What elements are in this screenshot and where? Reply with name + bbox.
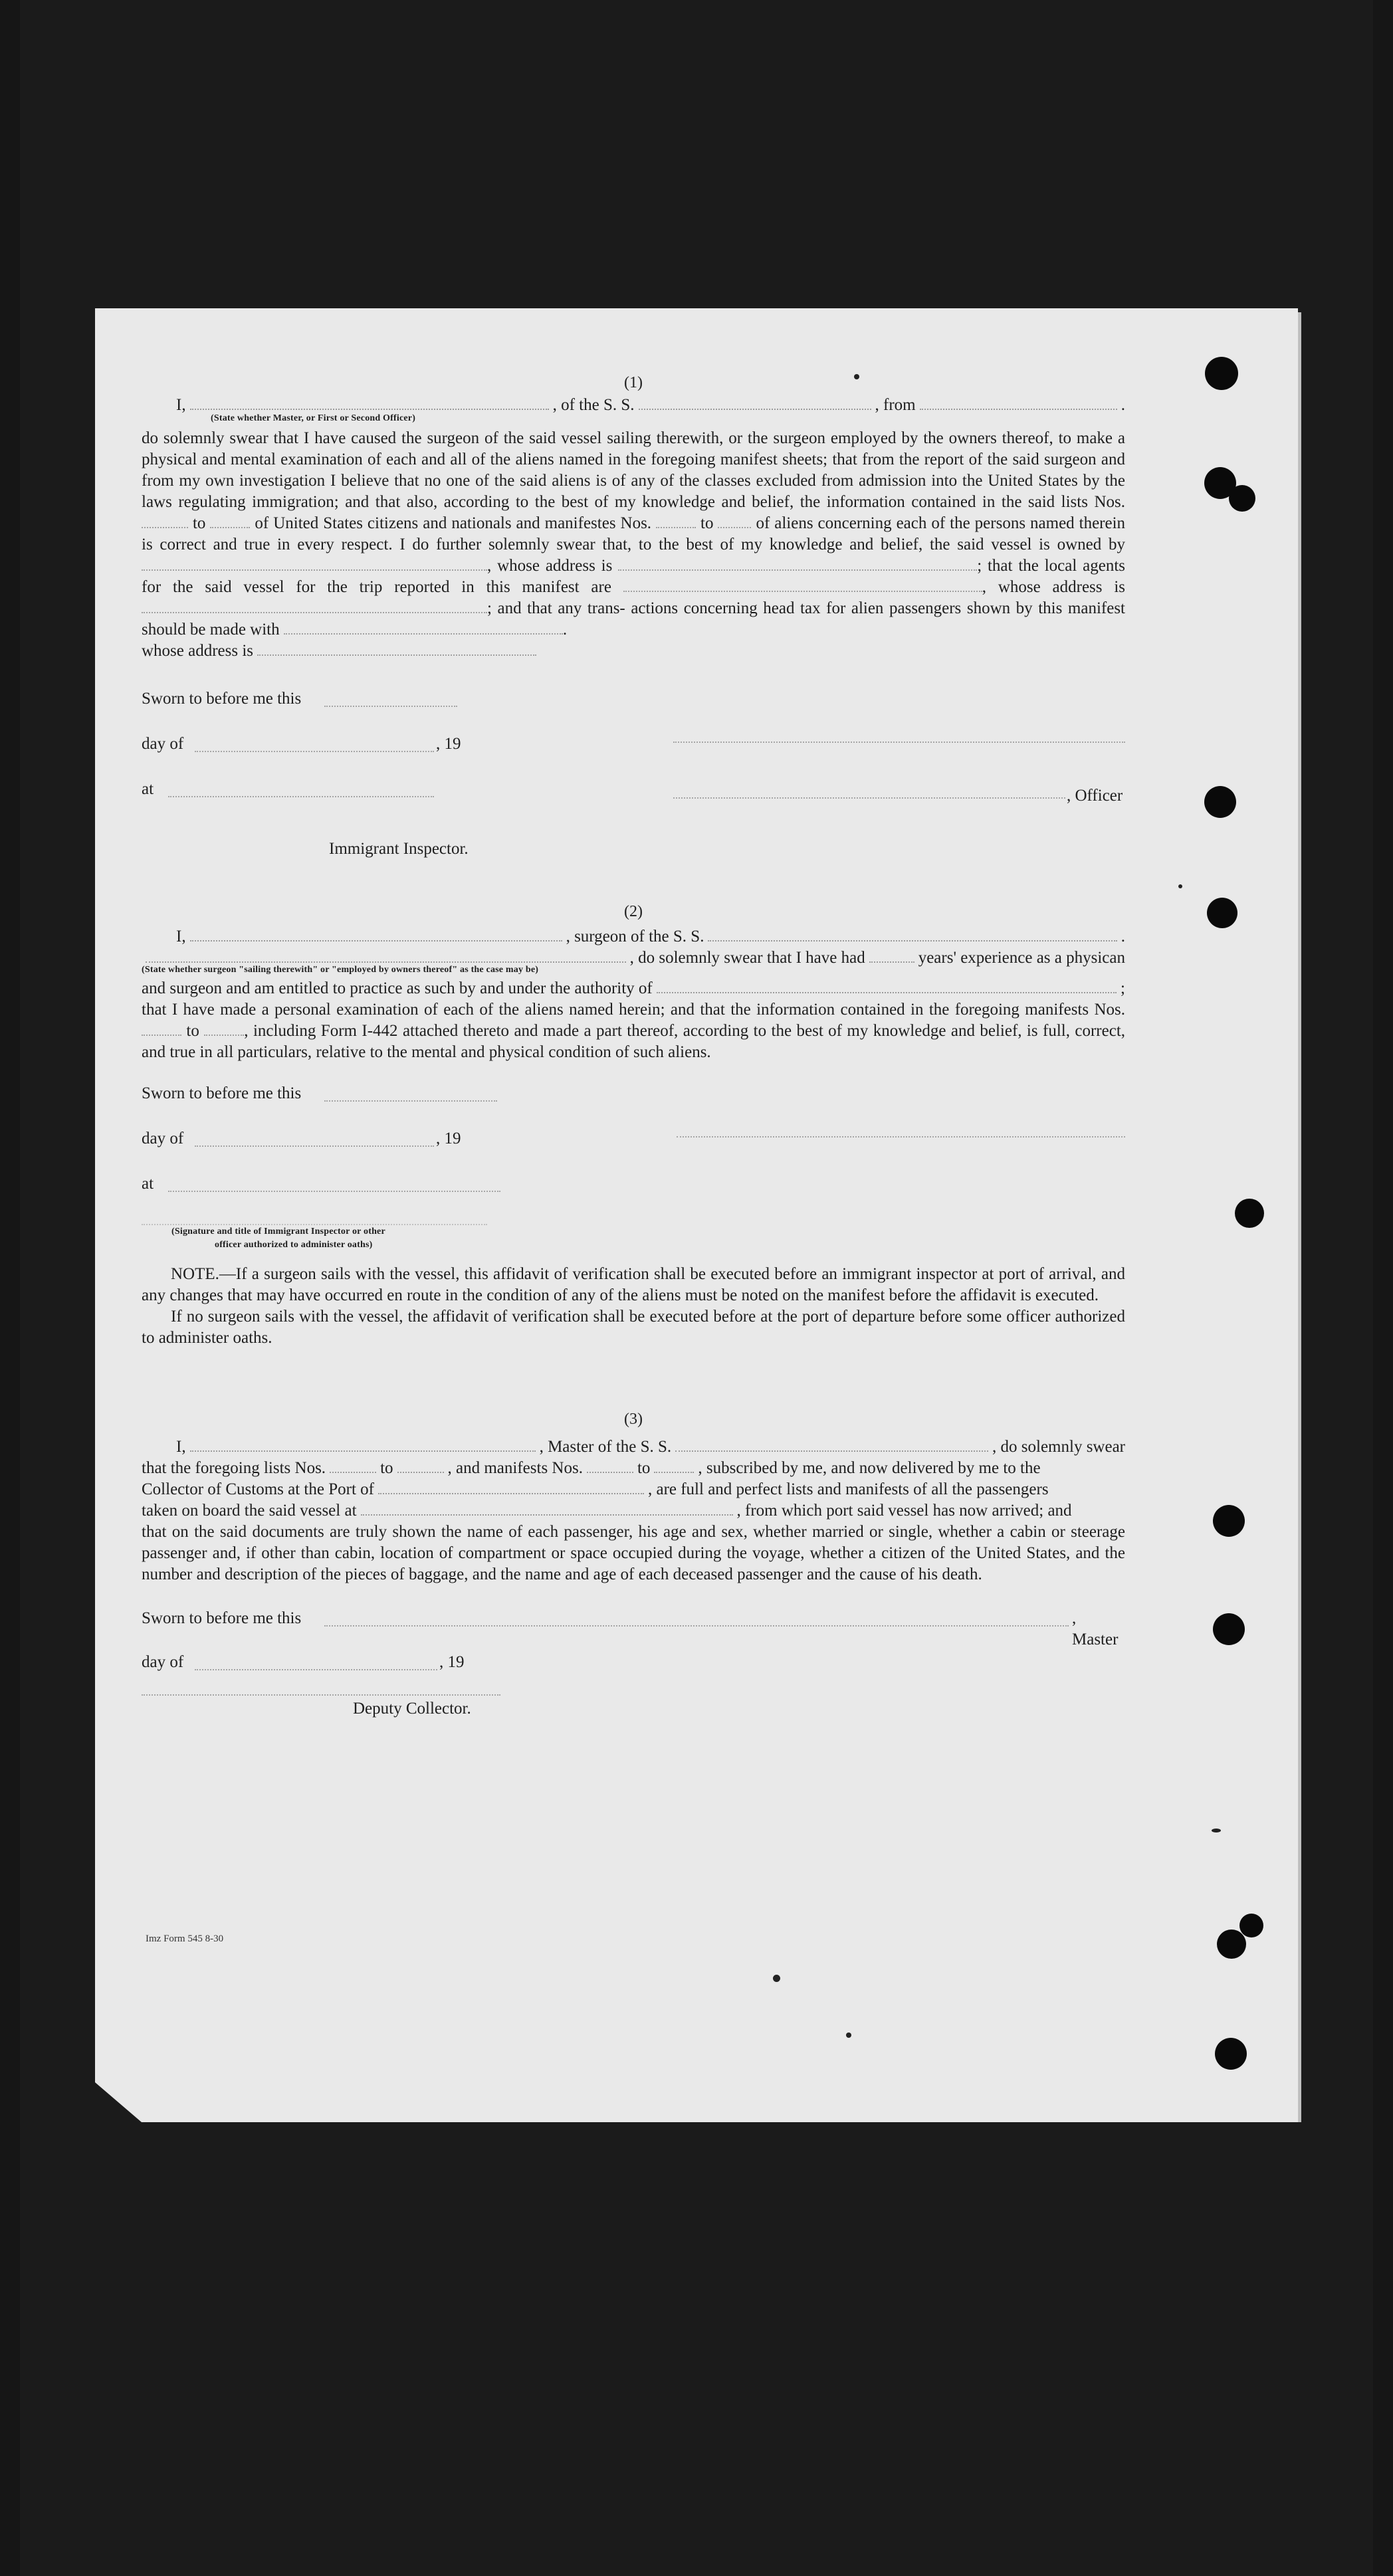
manifests-to-blank[interactable] — [718, 527, 751, 528]
ink-speck — [846, 2032, 851, 2038]
day-of-label: day of — [142, 735, 184, 753]
sworn-blank[interactable] — [324, 1100, 497, 1102]
section-number: (1) — [624, 374, 643, 391]
officer-label: , Officer — [1067, 787, 1123, 805]
collector-signature-blank[interactable] — [142, 1694, 500, 1696]
examination-paragraph: that I have made a personal examination of each of the aliens named herein; and that the information contained in the foregoing manifests Nos. to , including Form I-442 attached thereto and made a part thereof, according to the best of my knowledge and belief, is full, correct, and true in all particulars, relative to the mental and physical condition of such aliens. — [142, 1001, 1126, 1061]
signature-blank[interactable] — [673, 742, 1125, 743]
year-label: , 19 — [436, 735, 461, 753]
ink-speck — [1178, 884, 1182, 888]
officer-blank[interactable] — [673, 797, 1065, 799]
lists-to-blank[interactable] — [210, 527, 250, 528]
experience-line: , do solemnly swear that I have had years' experience as a physican — [142, 947, 1125, 969]
departure-line: taken on board the said vessel at , from which port said vessel has now arrived; and — [142, 1502, 1072, 1520]
departure-port-blank[interactable] — [361, 1514, 733, 1516]
punch-hole — [1204, 786, 1236, 818]
name-blank[interactable] — [190, 409, 549, 410]
sworn-blank[interactable] — [324, 706, 457, 707]
surgeon-name-blank[interactable] — [190, 940, 562, 941]
punch-hole — [1215, 2038, 1247, 2070]
master-line: I, , of the S. S. , from . — [142, 395, 1125, 416]
owner-blank[interactable] — [142, 569, 487, 571]
authority-blank[interactable] — [657, 992, 1117, 993]
passenger-details-paragraph: that on the said documents are truly shown the name of each passenger, his age and sex, whether married or single, whether a cabin or steerage passenger and, if other than cabin, location of compartment or space occupied during the voyage, whether a citizen of the United States, and the number and description of the pieces of baggage, and the name and age of each deceased passenger and the cause of his death. — [142, 1523, 1125, 1583]
note-paragraph-2: If no surgeon sails with the vessel, the affidavit of verification shall be executed before at the port of departure before some officer authorized to administer oaths. — [142, 1308, 1125, 1347]
punch-hole — [1213, 1613, 1245, 1645]
head-tax-blank[interactable] — [284, 633, 563, 635]
exam-from-blank[interactable] — [142, 1035, 181, 1036]
surgeon-note: (State whether surgeon "sailing therewith" or "employed by owners thereof" as the case may be) — [142, 965, 539, 975]
punch-hole — [1213, 1505, 1245, 1537]
punch-hole — [1229, 485, 1255, 512]
inspector-label: Immigrant Inspector. — [329, 840, 469, 858]
section3-signatures: Sworn to before me this , Master day of , 19 Deputy Collector. — [142, 1585, 1125, 1718]
master-vessel-blank[interactable] — [675, 1450, 988, 1452]
head-tax-address-blank[interactable] — [257, 654, 536, 656]
port-line: Collector of Customs at the Port of , are full and perfect lists and manifests of all the passengers — [142, 1480, 1049, 1498]
lists-line: that the foregoing lists Nos. to , and manifests Nos. to , subscribed by me, and now delivered by me to the — [142, 1459, 1041, 1477]
punch-hole — [1217, 1930, 1246, 1959]
day-blank[interactable] — [195, 1669, 437, 1670]
owner-address-blank[interactable] — [618, 569, 977, 571]
exam-to-blank[interactable] — [204, 1035, 244, 1036]
ink-speck — [1212, 1829, 1221, 1833]
lists-from-blank[interactable] — [142, 527, 188, 528]
at-blank[interactable] — [168, 1191, 500, 1192]
lists-to-blank[interactable] — [397, 1472, 444, 1473]
label-from: , from — [875, 396, 916, 414]
section1-signatures — [142, 662, 1125, 861]
master-note: (State whether Master, or First or Second Officer) — [211, 413, 416, 423]
vessel-blank[interactable] — [639, 409, 871, 410]
master-swear-line: I, , Master of the S. S. , do solemnly swear — [176, 1438, 1125, 1456]
at-label: at — [142, 780, 154, 798]
oath-paragraph: do solemnly swear that I have caused the surgeon of the said vessel sailing therewith, or the surgeon employed by the owners thereof, to make a physical and mental examination of each and all of the aliens named in the foregoing manifest sheets; that from the report of the said surgeon and from my own investigation I believe that no one of the said aliens is of any of the classes excluded from admission into the United States by the laws regulating immigration; and that also, according to the best of my knowledge and belief, the information contained in the said lists Nos. to of United States citizens and nationals and manifestes Nos. to of aliens concerning each of the persons named therein is correct and true in every respect. I do further solemnly swear that, to the best of my knowledge and belief, the said vessel is owned by , whose address is ; that the local agents for the said vessel for the trip reported in this manifest are , whose address is ; and that any trans- actions concerning head tax for alien passengers shown by this manifest should be made with . whose address is — [142, 429, 1126, 660]
port-blank[interactable] — [378, 1493, 644, 1494]
ink-speck — [773, 1975, 780, 1982]
from-blank[interactable] — [920, 409, 1117, 410]
section-number: (2) — [624, 903, 643, 920]
years-blank[interactable] — [869, 961, 914, 963]
signature-blank[interactable] — [677, 1136, 1125, 1138]
lists-from-blank[interactable] — [330, 1472, 376, 1473]
affidavit-content: (1) I, , of the S. S. , from . (State whether Master, or First or Second Officer) do solemnly swear that I have caused the surgeon of the said vessel sailing therewith, or the surgeon employed by the owners thereof, to make a physical and mental examination of each and all of the aliens named in the foregoing manifest sheets; that from the report of the said surgeon and from my own investigation I believe that no one of the said aliens is of any of the classes excluded from admission into the United States by the laws regulating immigration; and that also, according to the best of my knowledge and belief, the information contained in the said lists Nos. to of United States citizens and nationals and manifestes Nos. to of aliens concerning each of the persons named therein is correct and true in every respect. I do further solemnly swear that, to the best of my knowledge and belief, the said vessel is owned by , whose address is ; that the local agents for the said vessel for the trip reported in this manifest are , whose address is ; and that any trans- actions concerning head tax for alien passengers shown by this manifest should be made with . whose address is Sworn to before me this day of , 19 at , Officer Immigrant Inspector. (2) I, , surgeon of the S. S. . , do solemnly swear that I have had years' experience as a physican (State whether surgeon "sailing therewith" or "employed by owners thereof" as the case may be) and surgeon and am entitled to practice as such by and under the authority of ; that I have made a personal examination of each of the aliens named herein; and that the information contained in the foregoing manifests Nos. to , including Form I-442 attached thereto and made a part thereof, according to the best of my knowledge and belief, is full, correct, and true in all particulars, relative to the mental and physical condition of such aliens. Sworn to before me this day of , 19 at (Signature and title of Immigrant Inspector or other officer authorized to administer oaths) NOTE.—If a surgeon sails with the vessel, this affidavit of verification shall be executed before an immigrant inspector at port of arrival, and any changes that may have occurred en route in the condition of any of the aliens must be noted on the manifest before the affidavit is executed. If no surgeon sails with the vessel, the affidavit of verification shall be executed before at the port of departure before some officer authorized to administer oaths. (3) I, , Master of the S. S. , do solemnly swear that the foregoing lists Nos. to , and manifests Nos. to , subscribed by me, and now delivered by me to the Collector of Customs at the Port of , are full and perfect lists and manifests of all the passengers taken on board the said vessel at , from which port said vessel has now arrived; and that on the said documents are truly shown the name of each passenger, his age and sex, whether married or single, whether a cabin or steerage passenger and, if other than cabin, location of compartment or space occupied during the voyage, whether a citizen of the United States, and the number and description of the pieces of baggage, and the name and age of each deceased passenger and the cause of his death. Sworn to before me this , Master day of , 19 Deputy Collector. — [142, 372, 1125, 1718]
day-blank[interactable] — [195, 1145, 434, 1147]
punch-hole — [1207, 898, 1237, 928]
master-name-blank[interactable] — [190, 1450, 536, 1452]
agents-address-blank[interactable] — [142, 612, 487, 613]
surgeon-line: I, , surgeon of the S. S. . — [176, 928, 1125, 945]
master-signature-blank[interactable] — [324, 1625, 1069, 1627]
inspector-signature-blank[interactable] — [142, 1224, 487, 1225]
manifests-from-blank[interactable] — [587, 1472, 633, 1473]
section-number: (3) — [624, 1411, 643, 1428]
punch-hole — [1205, 357, 1238, 390]
punch-hole — [1235, 1199, 1264, 1228]
agents-blank[interactable] — [623, 591, 982, 592]
surgeon-type-blank[interactable] — [146, 961, 626, 963]
deputy-collector-label: Deputy Collector. — [353, 1700, 471, 1718]
section2-signatures: Sworn to before me this day of , 19 at (Signature and title of Immigrant Inspector or other — [142, 1063, 1125, 1242]
label-of-ss: , of the S. S. — [552, 396, 635, 414]
label-i: I, — [176, 396, 186, 414]
punch-hole — [1239, 1914, 1263, 1937]
day-blank[interactable] — [195, 751, 434, 752]
manifests-from-blank[interactable] — [656, 527, 696, 528]
manifests-to-blank[interactable] — [654, 1472, 694, 1473]
authority-line: and surgeon and am entitled to practice as such by and under the authority of ; — [142, 979, 1125, 997]
note-paragraph: NOTE.—If a surgeon sails with the vessel, this affidavit of verification shall be executed before an immigrant inspector at port of arrival, and any changes that may have occurred en route in the condition of any of the aliens must be noted on the manifest before the affidavit is executed. — [142, 1265, 1125, 1304]
at-blank[interactable] — [168, 796, 434, 797]
sworn-label: Sworn to before me this — [142, 690, 302, 708]
form-number: Imz Form 545 8-30 — [146, 1933, 224, 1944]
surgeon-vessel-blank[interactable] — [708, 940, 1117, 941]
